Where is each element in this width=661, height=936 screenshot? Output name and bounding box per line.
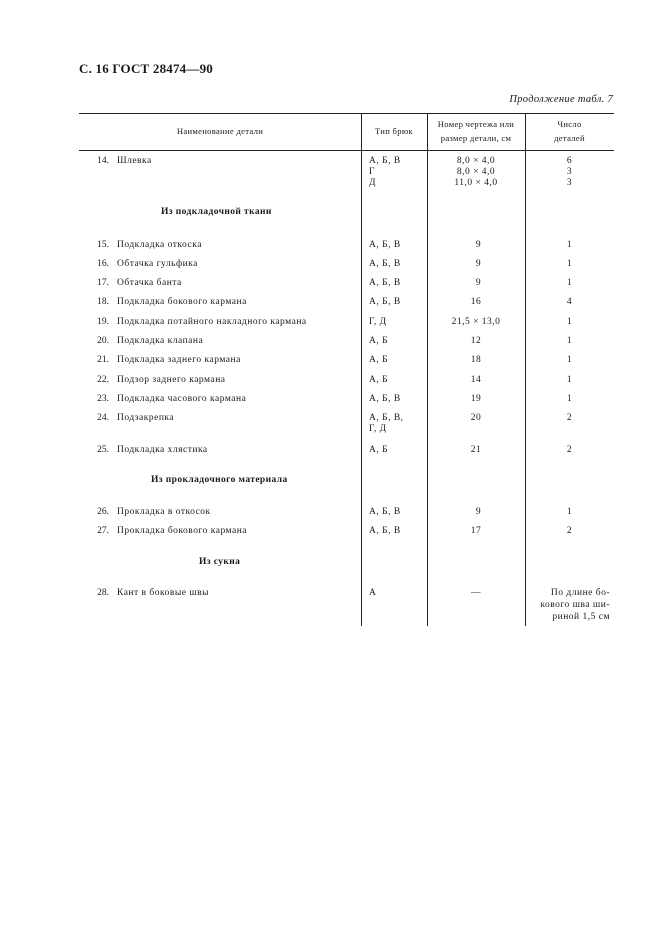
section-title: Из сукна: [199, 557, 241, 567]
header-count-line-1: Число: [557, 119, 582, 129]
row-number: 17.: [97, 278, 109, 288]
trouser-type: А, Б: [369, 336, 389, 346]
row-number: 23.: [97, 394, 109, 404]
table-top-border: [79, 113, 614, 114]
part-name: Подкладка часового кармана: [117, 394, 247, 404]
drawing-number: 12: [470, 336, 482, 346]
row-number: 21.: [97, 355, 109, 365]
drawing-number: 16: [470, 297, 482, 307]
part-name: Прокладка бокового кармана: [117, 526, 248, 536]
part-name: Подзакрепка: [117, 413, 175, 423]
row-number: 19.: [97, 317, 109, 327]
part-name: Подкладка откоска: [117, 240, 202, 250]
part-count: 3: [566, 167, 573, 177]
header-drawing-line-2: размер детали, см: [440, 133, 512, 143]
part-count: 1: [566, 240, 573, 250]
part-count: 1: [566, 278, 573, 288]
part-name: Подкладка потайного накладного кармана: [117, 317, 307, 327]
row-number: 16.: [97, 259, 109, 269]
row-number: 22.: [97, 375, 109, 385]
trouser-type: А, Б, В: [369, 156, 401, 166]
part-name: Прокладка в откосок: [117, 507, 211, 517]
column-divider-3: [525, 113, 526, 626]
part-count: 1: [566, 259, 573, 269]
trouser-type: А, Б, В: [369, 240, 401, 250]
parts-table: [79, 113, 614, 626]
drawing-size: 8,0 × 4,0: [456, 167, 496, 177]
header-trouser-type: Тип брюк: [374, 126, 414, 136]
header-count-line-2: деталей: [554, 133, 585, 143]
drawing-number: 14: [470, 375, 482, 385]
row-number: 24.: [97, 413, 109, 423]
row-number: 20.: [97, 336, 109, 346]
trouser-type: А, Б: [369, 375, 389, 385]
header-part-count: [525, 117, 614, 145]
trouser-type: А, Б, В: [369, 259, 401, 269]
part-count: 2: [566, 445, 573, 455]
part-name: Подкладка хлястика: [117, 445, 208, 455]
drawing-number: 21,5 × 13,0: [451, 317, 501, 327]
trouser-type: Г, Д: [369, 317, 387, 327]
drawing-number: 19: [470, 394, 482, 404]
drawing-number: 9: [475, 278, 482, 288]
part-count: 2: [566, 413, 573, 423]
trouser-type: А, Б, В: [369, 526, 401, 536]
drawing-size: 11,0 × 4,0: [454, 178, 498, 188]
part-count: 2: [566, 526, 573, 536]
drawing-number: 21: [470, 445, 482, 455]
drawing-number: 20: [470, 413, 482, 423]
trouser-type: А: [369, 588, 377, 598]
row-number: 28.: [97, 588, 109, 598]
drawing-number: 9: [475, 259, 482, 269]
row-number: 15.: [97, 240, 109, 250]
part-count: 3: [566, 178, 573, 188]
row-number: 14.: [97, 156, 109, 166]
part-count: 1: [566, 355, 573, 365]
section-title: Из прокладочного материала: [151, 475, 288, 485]
drawing-size: 8,0 × 4,0: [456, 156, 496, 166]
drawing-number: —: [471, 588, 481, 598]
table-continuation-label: Продолжение табл. 7: [509, 94, 613, 105]
part-name: Кант в боковые швы: [117, 588, 210, 598]
header-drawing-number: [427, 117, 525, 145]
part-name: Подкладка клапана: [117, 336, 204, 346]
part-count: 1: [566, 394, 573, 404]
part-name: Обтачка банта: [117, 278, 182, 288]
part-name: Подзор заднего кармана: [117, 375, 226, 385]
column-divider-1: [361, 113, 362, 626]
drawing-number: 9: [475, 507, 482, 517]
drawing-number: 18: [470, 355, 482, 365]
trouser-type: А, Б, В: [369, 394, 401, 404]
part-count: [525, 587, 610, 623]
row-number: 26.: [97, 507, 109, 517]
row-number: 25.: [97, 445, 109, 455]
trouser-type: А, Б, В,: [369, 413, 404, 423]
row-number: 27.: [97, 526, 109, 536]
trouser-type: А, Б, В: [369, 507, 401, 517]
header-drawing-line-1: Номер чертежа или: [437, 119, 515, 129]
trouser-type: А, Б, В: [369, 278, 401, 288]
column-divider-2: [427, 113, 428, 626]
part-name: Шлевка: [117, 156, 152, 166]
part-count: 4: [566, 297, 573, 307]
header-part-name: Наименование детали: [176, 126, 264, 136]
trouser-type: Г, Д: [369, 424, 387, 434]
count-note-line: риной 1,5 см: [552, 612, 610, 622]
part-name: Подкладка бокового кармана: [117, 297, 247, 307]
trouser-type: А, Б: [369, 445, 389, 455]
row-number: 18.: [97, 297, 109, 307]
drawing-number: 9: [475, 240, 482, 250]
page-header: С. 16 ГОСТ 28474—90: [79, 61, 213, 76]
part-count: 1: [566, 317, 573, 327]
part-count: 1: [566, 507, 573, 517]
part-name: Обтачка гульфика: [117, 259, 198, 269]
part-count: 1: [566, 375, 573, 385]
trouser-type: Г: [369, 167, 375, 177]
drawing-number: 17: [470, 526, 482, 536]
part-count: 6: [566, 156, 573, 166]
trouser-type: Д: [369, 178, 376, 188]
table-header-bottom-border: [79, 150, 614, 151]
count-note-line: По длине бо-: [550, 588, 610, 598]
part-count: 1: [566, 336, 573, 346]
trouser-type: А, Б: [369, 355, 389, 365]
count-note-line: кового шва ши-: [540, 600, 610, 610]
trouser-type: А, Б, В: [369, 297, 401, 307]
section-title: Из подкладочной ткани: [161, 207, 272, 217]
part-name: Подкладка заднего кармана: [117, 355, 241, 365]
